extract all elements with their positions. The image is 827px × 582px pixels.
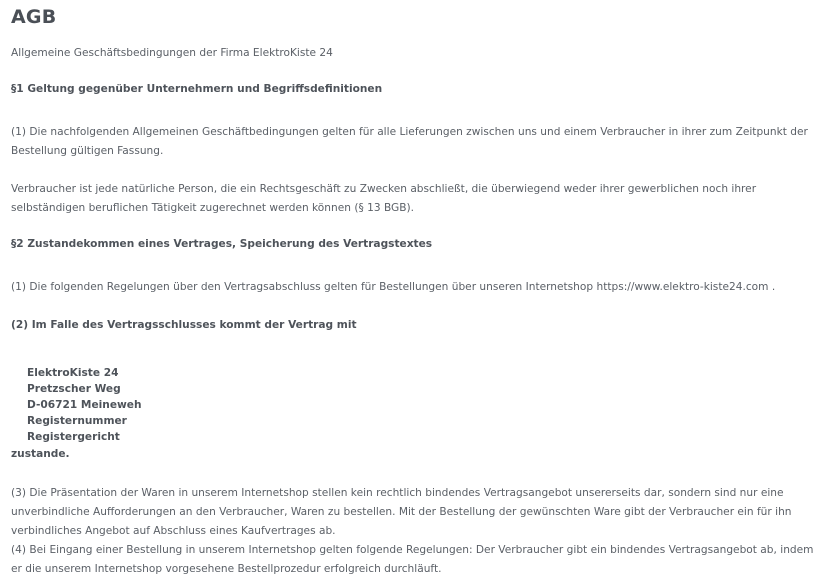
address-city: D-06721 Meineweh: [27, 399, 142, 411]
section-2-paragraph-2: (2) Im Falle des Vertragsschlusses kommt der Vertrag mit: [11, 319, 357, 331]
section-2-paragraph-4: (4) Bei Eingang einer Bestellung in unserem Internetshop gelten folgende Regelungen: Der Verbraucher gibt ein bindendes Vertragsangebot ab, indem er die unserem Internetshop vorgesehene Bestellprozedur erfolgreich durchläuft.: [11, 544, 814, 575]
address-register-court: Registergericht: [27, 431, 120, 443]
section-2-paragraph-1: (1) Die folgenden Regelungen über den Vertragsabschluss gelten für Bestellungen über unseren Internetshop https://www.elektro-kiste24.com .: [11, 281, 776, 293]
intro-text: Allgemeine Geschäftsbedingungen der Firma ElektroKiste 24: [11, 47, 333, 59]
section-1-heading: §1 Geltung gegenüber Unternehmern und Begriffsdefinitionen: [11, 83, 383, 95]
address-street: Pretzscher Weg: [27, 383, 121, 395]
address-register-number: Registernummer: [27, 415, 127, 427]
section-2-heading: §2 Zustandekommen eines Vertrages, Speicherung des Vertragstextes: [11, 238, 433, 250]
section-1-paragraph-1: (1) Die nachfolgenden Allgemeinen Geschäftbedingungen gelten für alle Lieferungen zwischen uns und einem Verbraucher in ihrer zum Zeitpunkt der Bestellung gültigen Fassung.: [11, 126, 808, 157]
section-1-paragraph-2: Verbraucher ist jede natürliche Person, die ein Rechtsgeschäft zu Zwecken abschließt, die überwiegend weder ihrer gewerblichen noch ihrer selbständigen beruflichen Tätigkeit zugerechnet werden können (§ 13 BGB).: [11, 183, 757, 214]
section-2-paragraph-3: (3) Die Präsentation der Waren in unserem Internetshop stellen kein rechtlich bindendes Vertragsangebot unsererseits dar, sondern sind nur eine unverbindliche Aufforderungen an den Verbraucher, Waren zu bestellen. Mit der Bestellung der gewünschten Ware gibt der Verbraucher ein für ihn verbindliches Angebot auf Abschluss eines Kaufvertrages ab.: [11, 487, 792, 537]
zustande-text: zustande.: [11, 448, 70, 460]
page-title: AGB: [11, 6, 57, 28]
address-company: ElektroKiste 24: [27, 367, 119, 379]
